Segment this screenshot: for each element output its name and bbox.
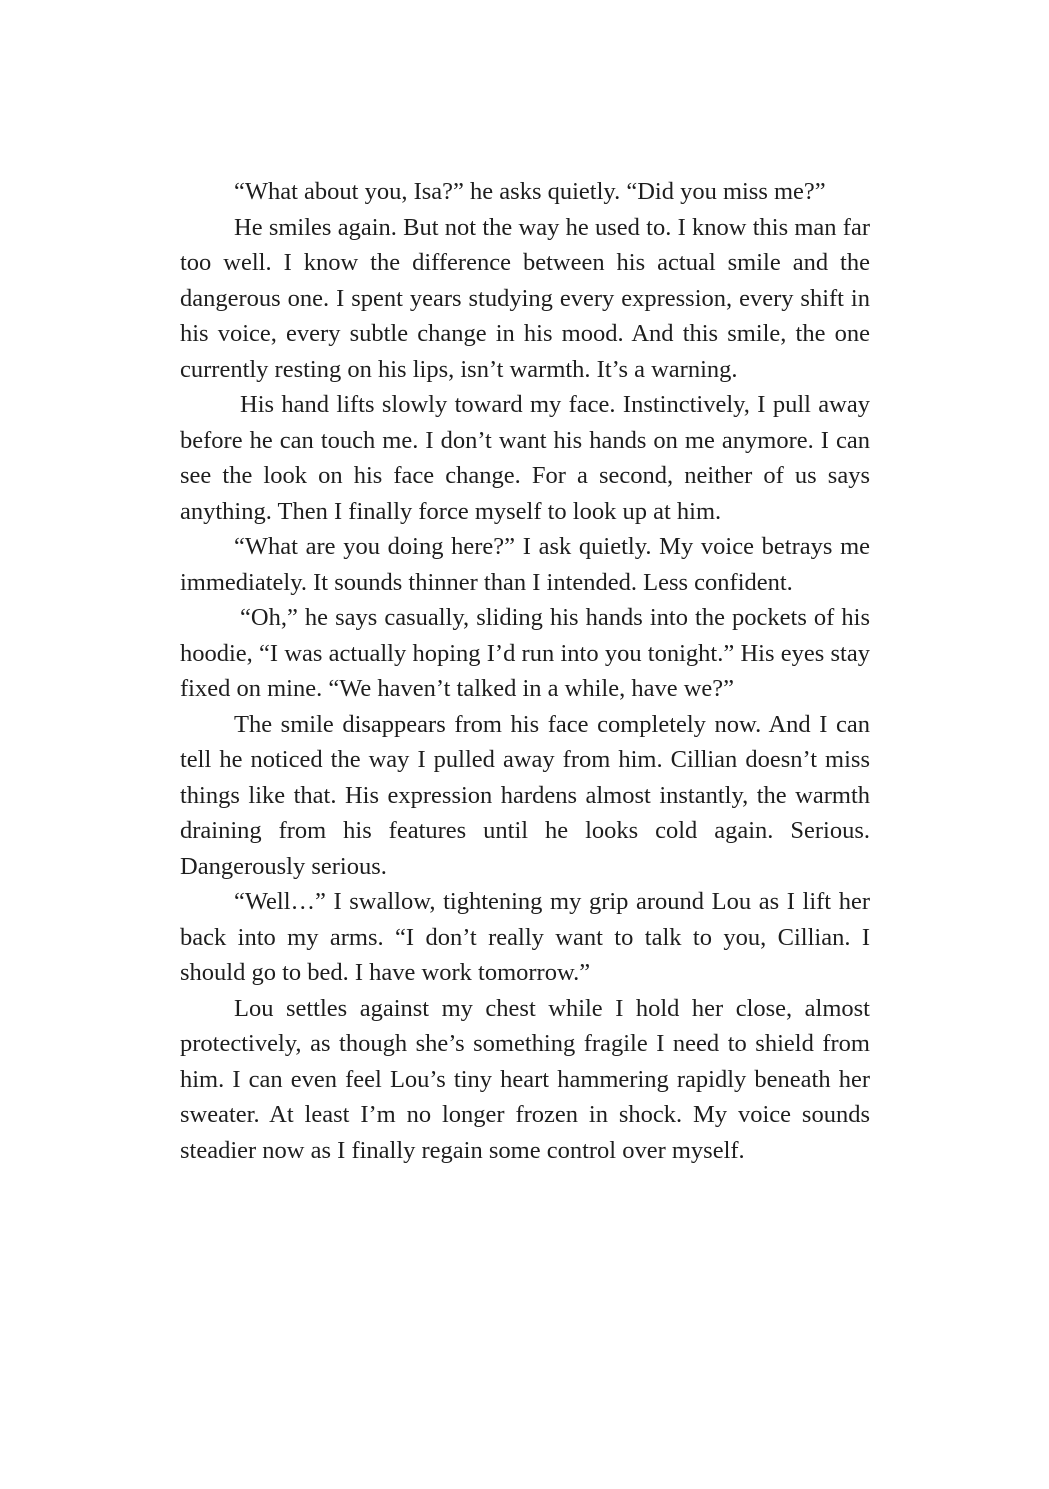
paragraph: Lou settles against my chest while I hold her close, almost protectively, as though she’s something fragile I need to shield from him. I can even feel Lou’s tiny heart hammering rapidly beneath her sweater. At least I’m no longer frozen in shock. My voice sounds steadier now as I finally regain some control over myself. (180, 994, 870, 1164)
paragraph: His hand lifts slowly toward my face. Instinctively, I pull away before he can touch me. I don’t want his hands on me anymore. I can see the look on his face change. For a second, neither of us says anything. Then I finally force myself to look up at him. (180, 391, 870, 525)
paragraph: “What are you doing here?” I ask quietly. My voice betrays me immediately. It sounds thinner than I intended. Less confident. (180, 533, 870, 596)
paragraph: He smiles again. But not the way he used to. I know this man far too well. I know the difference between his actual smile and the dangerous one. I spent years studying every expression, every shift in his voice, every subtle change in his mood. And this smile, the one currently resting on his lips, isn’t warmth. It’s a warning. (180, 213, 870, 383)
book-page-body (180, 174, 870, 1168)
paragraph: “Oh,” he says casually, sliding his hands into the pockets of his hoodie, “I was actually hoping I’d run into you tonight.” His eyes stay fixed on mine. “We haven’t talked in a while, have we?” (180, 604, 870, 702)
paragraph: “What about you, Isa?” he asks quietly. “Did you miss me?” (234, 178, 826, 205)
paragraph: The smile disappears from his face completely now. And I can tell he noticed the way I pulled away from him. Cillian doesn’t miss things like that. His expression hardens almost instantly, the warmth draining from his features until he looks cold again. Serious. Dangerously serious. (180, 710, 870, 880)
paragraph: “Well…” I swallow, tightening my grip around Lou as I lift her back into my arms. “I don’t really want to talk to you, Cillian. I should go to bed. I have work tomorrow.” (180, 888, 870, 986)
